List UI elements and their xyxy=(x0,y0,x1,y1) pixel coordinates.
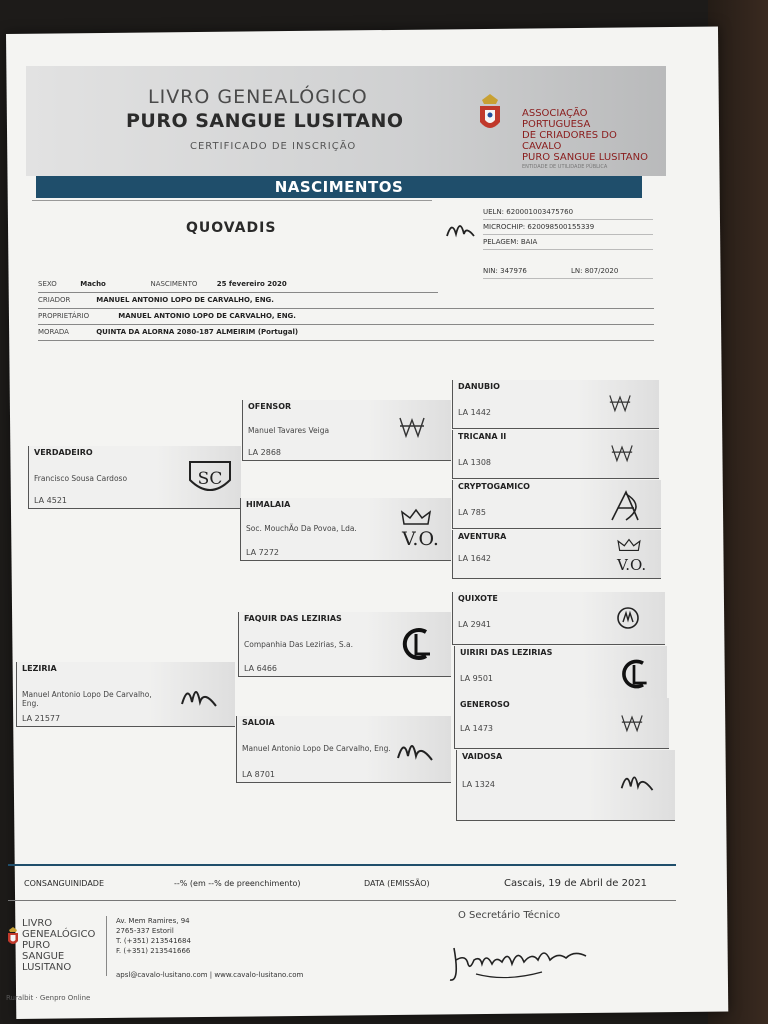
header-title-2: PURO SANGUE LUSITANO xyxy=(126,110,404,132)
ancestor-ln: LA 1473 xyxy=(460,724,494,733)
nascimento-value: 25 fevereiro 2020 xyxy=(216,280,287,288)
pelagem-value: BAIA xyxy=(520,238,538,246)
crossed-m-brand-icon xyxy=(610,442,634,464)
coat-of-arms-small-icon xyxy=(4,924,22,950)
assoc-line-2: DE CRIADORES DO CAVALO xyxy=(522,130,617,152)
proprietario-value: MANUEL ANTONIO LOPO DE CARVALHO, ENG. xyxy=(118,312,296,320)
logo-line-4: SANGUE xyxy=(22,951,65,962)
ancestor-name: GENEROSO xyxy=(460,700,510,709)
coat-of-arms-icon xyxy=(472,92,508,136)
ad-brand-icon xyxy=(608,488,648,524)
ancestor-ln: LA 785 xyxy=(458,508,486,517)
dam-sire-ln: LA 6466 xyxy=(244,664,278,673)
footer-divider-2 xyxy=(8,900,676,901)
footer-contact xyxy=(116,916,303,980)
sexo-label: SEXO xyxy=(38,280,57,288)
ancestor-ln: LA 1308 xyxy=(458,458,492,467)
sire-dam-name: HIMALAIA xyxy=(246,500,291,509)
sire-dam-owner: Soc. MouchÃo Da Povoa, Lda. xyxy=(246,524,357,533)
sire-owner: Francisco Sousa Cardoso xyxy=(34,474,128,483)
ancestor-name: AVENTURA xyxy=(458,532,507,541)
microchip-label: MICROCHIP: xyxy=(483,223,526,231)
sire-dam-ln: LA 7272 xyxy=(246,548,280,557)
microchip-value: 620098500155339 xyxy=(527,223,595,231)
dam-dam-ln: LA 8701 xyxy=(242,770,276,779)
sire-ln: LA 4521 xyxy=(34,496,68,505)
fax: F. (+351) 213541666 xyxy=(116,947,191,955)
cl-brand-icon xyxy=(616,656,652,692)
consanguinity-row xyxy=(14,872,674,896)
horse-name: QUOVADIS xyxy=(186,220,277,236)
criador-value: MANUEL ANTONIO LOPO DE CARVALHO, ENG. xyxy=(96,296,274,304)
dam-ln: LA 21577 xyxy=(22,714,61,723)
sire-sire-name: OFENSOR xyxy=(248,402,292,411)
ancestor-ln: LA 1642 xyxy=(458,554,492,563)
criador-row xyxy=(38,292,654,309)
ancestor-ln: LA 1324 xyxy=(462,780,496,789)
ancestor-ln: LA 1442 xyxy=(458,408,492,417)
crossed-m-brand-icon xyxy=(398,414,426,440)
ancestor-ln: LA 2941 xyxy=(458,620,492,629)
issue-date-label: DATA (EMISSÃO) xyxy=(364,879,430,888)
issue-date-value: Cascais, 19 de Abril de 2021 xyxy=(504,878,648,889)
logo-line-1: LIVRO xyxy=(22,918,53,929)
header-title-1: LIVRO GENEALÓGICO xyxy=(148,86,368,108)
logo-line-2: GENEALÓGICO xyxy=(22,929,96,940)
identification-block xyxy=(483,205,653,279)
morada-value: QUINTA DA ALORNA 2080-187 ALMEIRIM (Portugal) xyxy=(96,328,299,336)
pelagem-row xyxy=(483,235,653,250)
ancestor-name: CRYPTOGAMICO xyxy=(458,482,530,491)
sexo-value: Macho xyxy=(80,280,106,288)
ancestor-name: TRICANA II xyxy=(458,432,507,441)
nascimento-label: NASCIMENTO xyxy=(150,280,198,288)
svg-text:SC: SC xyxy=(197,469,223,489)
email-website: apsl@cavalo-lusitano.com | www.cavalo-lusitano.com xyxy=(116,971,304,979)
vo-brand-mark: V.O. xyxy=(402,528,439,550)
ml-brand-icon xyxy=(178,680,222,712)
ml-brand-icon-2 xyxy=(394,734,438,766)
telephone: T. (+351) 213541684 xyxy=(116,937,191,945)
logo-line-3: PURO xyxy=(22,940,51,951)
morada-row xyxy=(38,324,654,341)
address-line-2: 2765-337 Estoril xyxy=(116,927,174,935)
address-line-1: Av. Mem Ramires, 94 xyxy=(116,917,190,925)
sire-name: VERDADEIRO xyxy=(34,448,93,457)
signature-image xyxy=(446,930,596,990)
ueln-row xyxy=(483,205,653,220)
microchip-row xyxy=(483,220,653,235)
consanguinity-label: CONSANGUINIDADE xyxy=(24,879,105,888)
ueln-label: UELN: xyxy=(483,208,505,216)
ancestor-name: QUIXOTE xyxy=(458,594,498,603)
dam-owner: Manuel Antonio Lopo De Carvalho, Eng. xyxy=(22,690,152,708)
ancestor-ln: LA 9501 xyxy=(460,674,494,683)
ueln-value: 620001003475760 xyxy=(506,208,574,216)
footer-logo-text xyxy=(22,918,95,973)
sire-sire-owner: Manuel Tavares Veiga xyxy=(248,426,330,435)
criador-label: CRIADOR xyxy=(38,296,71,304)
sc-brand-icon xyxy=(186,456,234,498)
logo-line-5: LUSITANO xyxy=(22,962,72,973)
dam-dam-owner: Manuel Antonio Lopo De Carvalho, Eng. xyxy=(242,744,391,753)
ln-cell xyxy=(571,264,618,278)
proprietario-label: PROPRIETÁRIO xyxy=(38,312,90,320)
ml-brand-icon-3 xyxy=(618,766,658,796)
circle-brand-icon xyxy=(616,606,640,630)
crown-icon-small xyxy=(616,538,642,552)
nin-value: 347976 xyxy=(500,267,527,275)
dam-dam-name: SALOIA xyxy=(242,718,275,727)
ln-value: 807/2020 xyxy=(584,267,619,275)
nin-row xyxy=(483,264,653,279)
proprietario-row xyxy=(38,308,654,325)
assoc-line-1: ASSOCIAÇÃO PORTUGUESA xyxy=(522,108,591,130)
powered-by: Ruralbit · Genpro Online xyxy=(6,994,91,1002)
brand-mark-icon xyxy=(444,216,480,242)
crossed-m-brand-icon xyxy=(608,392,632,414)
sire-sire-ln: LA 2868 xyxy=(248,448,282,457)
cl-brand-icon xyxy=(396,624,436,664)
ancestor-name: UIRIRI DAS LEZIRIAS xyxy=(460,648,553,657)
morada-label: MORADA xyxy=(38,328,69,336)
ln-label: LN: xyxy=(571,267,583,275)
ancestor-name: VAIDOSA xyxy=(462,752,503,761)
section-title: NASCIMENTOS xyxy=(36,176,642,198)
assoc-line-3: PURO SANGUE LUSITANO xyxy=(522,152,648,163)
assoc-line-4: ENTIDADE DE UTILIDADE PÚBLICA xyxy=(522,164,608,170)
dam-name: LEZIRIA xyxy=(22,664,57,673)
consanguinity-value: --% (em --% de preenchimento) xyxy=(174,879,301,888)
footer-vertical-divider xyxy=(106,916,107,976)
secretary-title: O Secretário Técnico xyxy=(458,910,561,921)
crown-icon xyxy=(400,508,432,526)
crossed-m-brand-icon xyxy=(620,712,644,734)
pelagem-label: PELAGEM: xyxy=(483,238,519,246)
association-name xyxy=(522,108,652,171)
sexo-row xyxy=(38,276,438,293)
nin-label: NIN: xyxy=(483,267,498,275)
dam-sire-name: FAQUIR DAS LEZIRIAS xyxy=(244,614,342,623)
dam-sire-owner: Companhia Das Lezirias, S.a. xyxy=(244,640,353,649)
header-subtitle: CERTIFICADO DE INSCRIÇÃO xyxy=(190,141,357,152)
ancestor-name: DANUBIO xyxy=(458,382,500,391)
vo-brand-mark-small: V.O. xyxy=(617,556,647,574)
footer-divider xyxy=(8,864,676,866)
